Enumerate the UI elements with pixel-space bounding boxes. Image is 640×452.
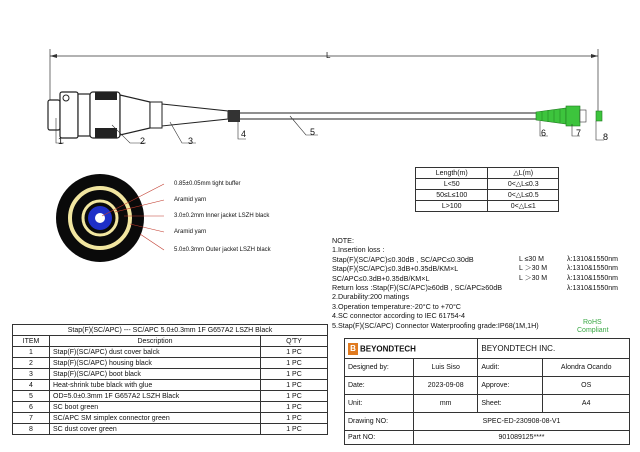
bom-qty: 1 PC — [261, 391, 328, 402]
audit-label: Audit: — [478, 359, 543, 377]
wavelength-2: λ:1310&1550nm — [567, 265, 618, 272]
sheet-label: Sheet: — [478, 395, 543, 413]
unit-value: mm — [414, 395, 478, 413]
sheet-value: A4 — [543, 395, 630, 413]
lt-cell: 0<△L≤0.3 — [488, 179, 559, 190]
callout-7: 7 — [576, 128, 582, 138]
note-line: Return loss :Stap(F)(SC/APC)≥60dB , SC/APC≥60dB — [332, 283, 503, 293]
bom-table — [12, 324, 328, 435]
beyondtech-logo-icon: B — [348, 343, 358, 355]
wavelength-4: λ:1310&1550nm — [567, 285, 618, 292]
lt-cell: 50≤L≤100 — [416, 190, 488, 201]
length-label: L — [326, 51, 331, 60]
stap-connector — [48, 92, 228, 138]
lt-cell: 0<△L≤1 — [488, 201, 559, 212]
condition-3: L ＞30 M — [519, 275, 548, 282]
drawing-no-label: Drawing NO: — [345, 413, 414, 431]
note-line: Stap(F)(SC/APC)≤0.3dB+0.35dB/KM×L — [332, 264, 459, 274]
note-line: 2.Durability:200 matings — [332, 292, 410, 302]
cs-label-aramid-1: Aramid yarn — [174, 197, 207, 203]
note-line: 3.Operation temperature:-20°C to +70°C — [332, 301, 462, 311]
bom-qty: 1 PC — [261, 413, 328, 424]
lt-header: Length(m) — [416, 168, 488, 179]
callout-3: 3 — [188, 136, 194, 146]
company-name: BEYONDTECH INC. — [478, 339, 630, 359]
bom-qty: 1 PC — [261, 369, 328, 380]
callout-6: 6 — [541, 128, 547, 138]
callout-2: 2 — [140, 136, 146, 146]
bom-qty: 1 PC — [261, 424, 328, 435]
bom-desc: OD=5.0±0.3mm 1F G657A2 LSZH Black — [50, 391, 261, 402]
bom-item: 8 — [13, 424, 50, 435]
callout-4: 4 — [241, 129, 247, 139]
lt-cell: L<50 — [416, 179, 488, 190]
rohs-label: RoHS — [583, 319, 602, 326]
notes-block — [332, 236, 539, 330]
wavelength-3: λ:1310&1550nm — [567, 275, 618, 282]
logo-cell — [345, 339, 478, 359]
designed-by-label: Designed by: — [345, 359, 414, 377]
part-no-value: 901089125**** — [414, 431, 630, 445]
lt-cell: L>100 — [416, 201, 488, 212]
date-value: 2023-09-08 — [414, 377, 478, 395]
cs-label-buffer: 0.85±0.05mm tight buffer — [174, 181, 241, 187]
lt-header: △L(m) — [488, 168, 559, 179]
approve-value: OS — [543, 377, 630, 395]
bom-item: 3 — [13, 369, 50, 380]
sc-connector-green — [536, 106, 602, 126]
unit-label: Unit: — [345, 395, 414, 413]
note-line: 5.Stap(F)(SC/APC) Connector Waterproofing grade:IP68(1M,1H) — [332, 320, 539, 330]
bom-desc: Stap(F)(SC/APC) boot black — [50, 369, 261, 380]
bom-item: 6 — [13, 402, 50, 413]
note-line: Stap(F)(SC/APC)≤0.30dB , SC/APC≤0.30dB — [332, 254, 474, 264]
title-block — [344, 338, 630, 445]
callout-1: 1 — [58, 136, 64, 146]
bom-desc: Stap(F)(SC/APC) housing black — [50, 358, 261, 369]
bom-desc: SC boot green — [50, 402, 261, 413]
bom-item: 5 — [13, 391, 50, 402]
bom-qty: 1 PC — [261, 402, 328, 413]
logo-text: BEYONDTECH — [359, 344, 416, 353]
bom-item: 7 — [13, 413, 50, 424]
bom-desc: Heat-shrink tube black with glue — [50, 380, 261, 391]
part-no-label: Part NO: — [345, 431, 414, 445]
note-line: 4.SC connector according to IEC 61754-4 — [332, 311, 466, 321]
sc-dust-cover — [596, 111, 602, 121]
bom-desc: SC dust cover green — [50, 424, 261, 435]
callout-8: 8 — [603, 132, 609, 142]
note-line: 1.Insertion loss : — [332, 245, 385, 255]
bom-header: ITEM — [13, 336, 50, 347]
drawing-no-value: SPEC-ED-230908-08-V1 — [414, 413, 630, 431]
cs-label-aramid-2: Aramid yarn — [174, 229, 207, 235]
bom-qty: 1 PC — [261, 380, 328, 391]
heat-shrink-tube — [228, 110, 240, 122]
lt-cell: 0<△L≤0.5 — [488, 190, 559, 201]
bom-qty: 1 PC — [261, 347, 328, 358]
bom-desc: SC/APC SM simplex connector green — [50, 413, 261, 424]
wavelength-1: λ:1310&1550nm — [567, 256, 618, 263]
bom-desc: Stap(F)(SC/APC) dust cover balck — [50, 347, 261, 358]
condition-1: L ≤30 M — [519, 256, 544, 263]
cs-label-inner-jacket: 3.0±0.2mm Inner jacket LSZH black — [174, 213, 270, 219]
designed-by-value: Luis Siso — [414, 359, 478, 377]
bom-header: Q'TY — [261, 336, 328, 347]
bom-item: 2 — [13, 358, 50, 369]
audit-value: Alondra Ocando — [543, 359, 630, 377]
notes-title: NOTE: — [332, 236, 354, 245]
approve-label: Approve: — [478, 377, 543, 395]
bom-qty: 1 PC — [261, 358, 328, 369]
note-line: SC/APC≤0.3dB+0.35dB/KM×L — [332, 273, 430, 283]
callout-5: 5 — [310, 127, 316, 137]
date-label: Date: — [345, 377, 414, 395]
bom-title: Stap(F)(SC/APC) --- SC/APC 5.0±0.3mm 1F G657A2 LSZH Black — [13, 325, 328, 336]
condition-2: L ＞30 M — [519, 265, 548, 272]
bom-item: 1 — [13, 347, 50, 358]
rohs-compliant: Compliant — [577, 327, 609, 334]
bom-item: 4 — [13, 380, 50, 391]
length-tolerance-table — [415, 167, 559, 212]
cable-cross-section — [50, 172, 170, 272]
bom-header: Description — [50, 336, 261, 347]
cs-label-outer-jacket: 5.0±0.3mm Outer jacket LSZH black — [174, 247, 271, 253]
